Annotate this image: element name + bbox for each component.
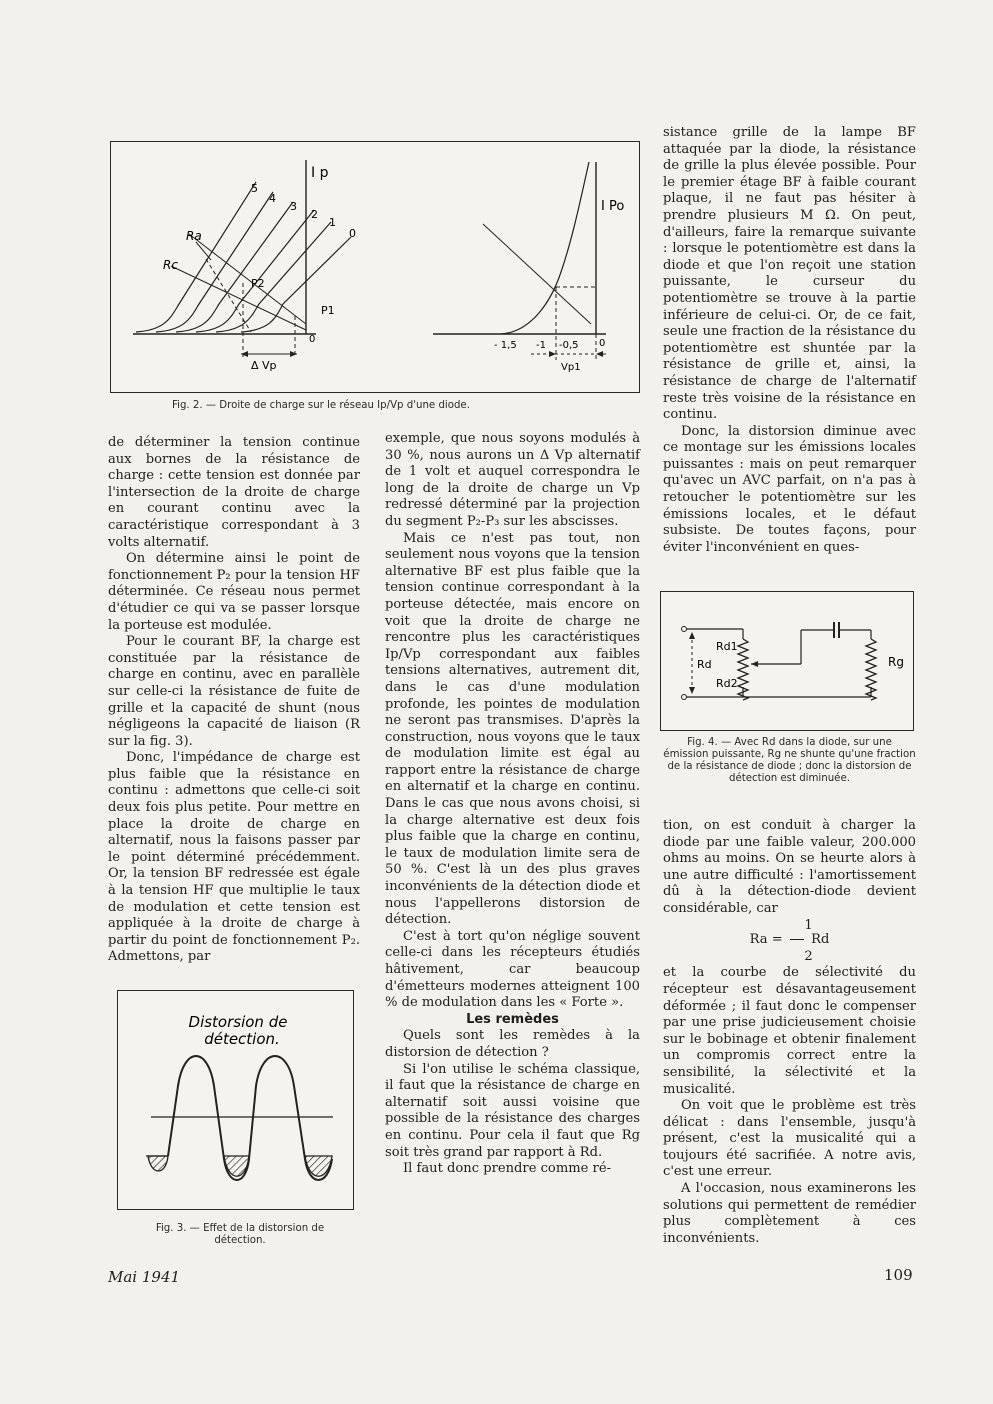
label-rc: Rc <box>163 258 178 272</box>
col3-paragraph-5: On voit que le problème est très délicat : dans l'ensemble, jusqu'à présent, c'est la musicalité qui a toujours été sacrifiée. A notre avis, c'est une erreur. <box>663 1098 916 1180</box>
label-origin-right: 0 <box>599 338 606 349</box>
col3-paragraph-1: sistance grille de la lampe BF attaquée par la diode, la résistance de grille la plus élevée possible. Pour le premier étage BF à faible courant plaque, il ne faut pas hésiter à prendre plusieurs M Ω. On peut, d'ailleurs, faire la remarque suivante : lorsque le potentiomètre est dans la diode et que l'on reçoit une station puissante, le curseur du potentiomètre se trouve à la partie inférieure de celui-ci. Or, de ce fait, seule une fraction de la résistance du potentiomètre est shuntée par la résistance de grille et, ainsi, la résistance de charge de l'alternatif reste très voisine de la résistance en continu. <box>663 125 916 423</box>
col3-paragraph-6: A l'occasion, nous examinerons les solutions qui permettent de remédier plus complètement à ces inconvénients. <box>663 1181 916 1246</box>
label-curve-0: 0 <box>349 227 356 240</box>
label-p2: P2 <box>251 277 265 290</box>
formula-den: 2 <box>804 948 813 964</box>
label-tick-1: -1 <box>536 340 546 351</box>
rc-line <box>171 266 306 330</box>
col2-paragraph-3: C'est à tort qu'on néglige souvent celle-ci dans les récepteurs étudiés hâtivement, car beaucoup d'émetteurs modernes atteignent 100 % de modulation dans les « Forte ». <box>385 928 640 1011</box>
col2-paragraph-5: Si l'on utilise le schéma classique, il faut que la résistance de charge en alternatif soit aussi voisine que possible de la résistance des charges en continu. Pour cela il faut que Rg soit très grand par rapport à Rd. <box>385 1061 640 1160</box>
diode-curve <box>501 162 589 334</box>
label-curve-1: 1 <box>329 216 336 229</box>
right-load-line <box>483 224 591 324</box>
col1-paragraph-4: Donc, l'impédance de charge est plus faible que la résistance en continu : admettons que celle-ci soit deux fois plus petite. Pour mettre en place la droite de charge en alternatif, nous la faisons passer par le point déterminé précédemment. Or, la tension BF redressée est égale à la tension HF que multiplie le taux de modulation et cette tension est appliquée à la droite de charge à partir du point de fonctionnement P₂. Admettons, par <box>108 750 360 965</box>
label-curve-5: 5 <box>251 182 258 195</box>
curve-1 <box>216 222 331 332</box>
fig3-hatch-1 <box>148 1156 168 1171</box>
fig2-caption: Fig. 2. — Droite de charge sur le réseau Ip/Vp d'une diode. <box>172 400 470 411</box>
fig4-label-rd: Rd <box>697 658 712 671</box>
figure-3 <box>117 990 354 1210</box>
section-heading: Les remèdes <box>466 1011 559 1027</box>
col3-paragraph-3: tion, on est conduit à charger la diode par une faible valeur, 200.000 ohms au moins. On se heurte alors à une autre difficulté : l'amortissement dû à la détection-diode devient considérable, car <box>663 818 916 916</box>
ra-line <box>189 234 306 324</box>
col2-paragraph-1: exemple, que nous soyons modulés à 30 %, nous aurons un Δ Vp alternatif de 1 volt et auquel correspondra le long de la droite de charge un Vp redressé déterminé par la projection du segment P₂-P₃ sur les abscisses. <box>385 431 640 529</box>
label-ip-left: I p <box>311 165 329 181</box>
label-ip0: I Po <box>601 199 625 214</box>
col3-paragraph-4: et la courbe de sélectivité du récepteur est désavantageusement déformée ; il faut donc le compenser par une prise judicieusement choisie sur le bobinage et obtenir finalement un compromis correct entre la sensibilité, la sélectivité et la musicalité. <box>663 965 916 1097</box>
label-tick-0-5: -0,5 <box>559 340 579 351</box>
figure-4 <box>660 591 914 731</box>
label-origin-left: 0 <box>309 334 316 345</box>
fig4-diagram <box>661 592 913 730</box>
fig4-label-rg: Rg <box>888 655 904 669</box>
fig3-title-line-1: Distorsion de <box>188 1013 288 1031</box>
col2-paragraph-2: Mais ce n'est pas tout, non seulement nous voyons que la tension alternative BF est plus faible que la tension continue correspondant à la porteuse détectée, mais encore on voit que la droite de charge ne rencontre plus les caractéristiques Ip/Vp correspondant aux faibles tensions alternatives, autrement dit, dans le cas d'une modulation profonde, les pointes de modulation ne seront pas transmises. D'après la construction, nous voyons que le taux de modulation limite est égal au rapport entre la résistance de charge en alternatif et la charge en continu. Dans le cas que nous avons choisi, si la charge alternative est deux fois plus faible que la charge en continu, le taux de modulation limite sera de 50 %. C'est là un des plus graves inconvénients de la détection diode et nous l'appellerons distorsion de détection. <box>385 530 640 928</box>
column-1 <box>108 435 360 966</box>
column-3-top <box>663 125 916 556</box>
col1-paragraph-1: de déterminer la tension continue aux bornes de la résistance de charge : cette tension est donnée par l'intersection de la droite de charge en courant continu avec la caractéristique correspondant à 3 volts alternatif. <box>108 435 360 550</box>
label-ra: Ra <box>186 229 202 243</box>
label-curve-4: 4 <box>269 192 276 205</box>
col2-paragraph-4: Quels sont les remèdes à la distorsion de détection ? <box>385 1028 640 1060</box>
label-tick-1-5: - 1,5 <box>494 340 517 351</box>
fig3-diagram <box>118 991 353 1209</box>
column-3-bottom <box>663 818 916 1247</box>
column-2 <box>385 431 640 1178</box>
fig4-label-rd1: Rd1 <box>716 640 738 653</box>
label-curve-3: 3 <box>290 200 297 213</box>
fig2-diagram <box>111 142 639 392</box>
label-curve-2: 2 <box>311 208 318 221</box>
page-number: 109 <box>884 1266 913 1284</box>
footer-date: Mai 1941 <box>108 1268 181 1286</box>
label-vp1: Vp1 <box>561 362 581 373</box>
formula-line <box>663 932 916 949</box>
col3-paragraph-2: Donc, la distorsion diminue avec ce montage sur les émissions locales puissantes : mais on peut remarquer qu'avec un AVC parfait, on n'a pas à retoucher le potentiomètre sur les émissions locales, et le défaut subsiste. De toutes façons, pour éviter l'inconvénient en ques- <box>663 423 916 555</box>
col1-paragraph-3: Pour le courant BF, la charge est constituée par la résistance de charge en continu, avec en parallèle sur celle-ci la résistance de fuite de grille et la capacité de shunt (nous négligeons la capacité de liaison (R sur la fig. 3). <box>108 634 360 749</box>
label-p1: P1 <box>321 304 335 317</box>
col2-paragraph-6: Il faut donc prendre comme ré- <box>403 1161 611 1177</box>
fig3-title-line-2: détection. <box>204 1030 280 1048</box>
fig3-caption: Fig. 3. — Effet de la distorsion de détection. <box>155 1223 325 1246</box>
fig4-caption: Fig. 4. — Avec Rd dans la diode, sur une émission puissante, Rg ne shunte qu'une fraction de la résistance de diode ; donc la distorsion de détection est diminuée. <box>663 737 916 784</box>
fig4-label-rd2: Rd2 <box>716 677 738 690</box>
figure-2 <box>110 141 640 393</box>
label-delta-vp: Δ Vp <box>251 359 277 372</box>
formula-rhs: Rd <box>811 932 830 948</box>
formula-lhs: Ra = <box>749 932 783 948</box>
col1-paragraph-2: On détermine ainsi le point de fonctionnement P₂ pour la tension HF déterminée. Ce réseau nous permet d'étudier ce qui va se passer lorsque la porteuse est modulée. <box>108 551 360 633</box>
formula-num: 1 <box>804 917 813 933</box>
